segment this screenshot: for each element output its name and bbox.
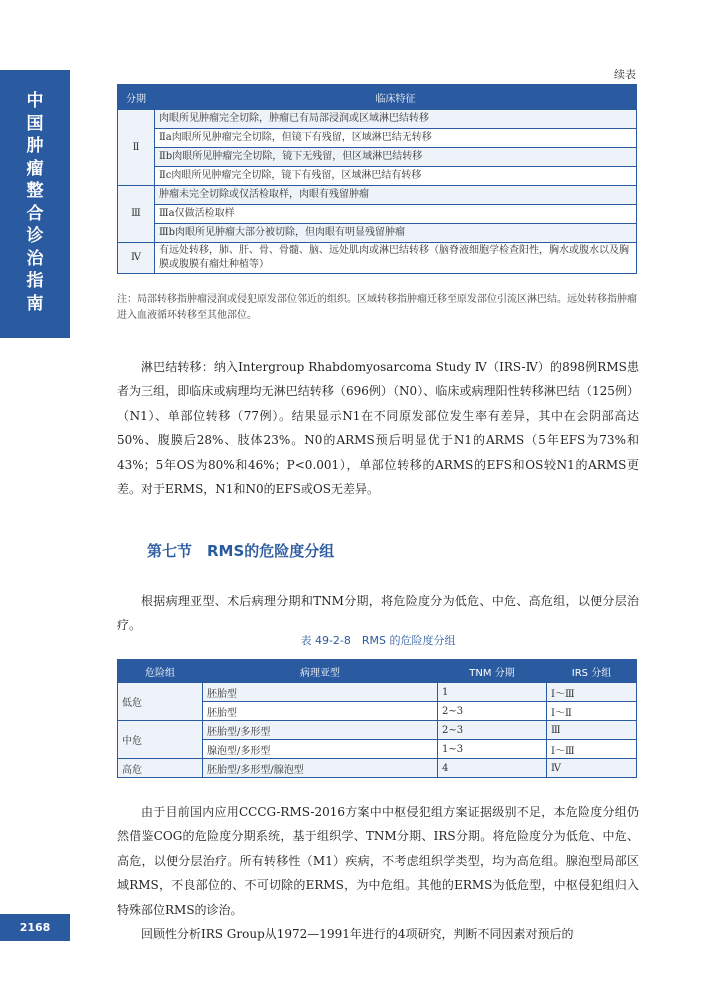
body-paragraph: 回顾性分析IRS Group从1972—1991年进行的4项研究，判断不同因素对预后的	[141, 927, 574, 941]
body-paragraph: 由于目前国内应用CCCG-RMS-2016方案中中枢侵犯组方案证据级别不足，本危险度分组仍然借鉴COG的危险度分期系统，基于组织学、TNM分期、IRS分期。将危险度分为低危、中危、高危，以便分层治疗。所有转移性（M1）疾病，不考虑组织学类型，均为高危组。腺泡型局部区域RMS，不良部位的、不可切除的ERMS，为中危组。其他的ERMS为低危型，中枢侵犯组归入特殊部位RMS的诊治。	[117, 805, 639, 917]
table-row	[118, 224, 637, 243]
table-caption: 表 49-2-8 RMS 的危险度分组	[300, 634, 456, 647]
header-stage: 分期	[118, 85, 155, 110]
table-row	[118, 243, 637, 274]
side-title-char: 诊	[26, 226, 44, 246]
side-title-char: 指	[26, 271, 44, 291]
header-tnm: TNM 分期	[438, 660, 547, 683]
header-pathology: 病理亚型	[203, 660, 438, 683]
side-title-char: 中	[26, 91, 44, 111]
table-row	[118, 683, 637, 702]
table-row	[118, 759, 637, 778]
header-feature: 临床特征	[155, 85, 637, 110]
tnm-cell: 4	[438, 759, 547, 778]
stage-cell: Ⅲ	[118, 186, 155, 243]
table-row	[118, 721, 637, 740]
side-title-char: 瘤	[26, 158, 44, 179]
tnm-cell: 2~3	[438, 721, 547, 740]
side-title	[0, 90, 70, 315]
pathology-cell: 胚胎型	[203, 702, 438, 721]
table-row	[118, 110, 637, 129]
irs-cell: Ⅰ～Ⅲ	[547, 683, 637, 702]
irs-cell: Ⅲ	[547, 721, 637, 740]
tnm-cell: 2~3	[438, 702, 547, 721]
tnm-cell: 1~3	[438, 740, 547, 759]
pathology-cell: 胚胎型/多形型/腺泡型	[203, 759, 438, 778]
staging-table	[117, 84, 637, 274]
irs-cell: Ⅰ～Ⅱ	[547, 702, 637, 721]
body-paragraph: 淋巴结转移：纳入Intergroup Rhabdomyosarcoma Study Ⅳ（IRS-Ⅳ）的898例RMS患者为三组，即临床或病理均无淋巴结转移（696例）（N0）、临床或病理阳性转移淋巴结（125例）（N1）、单部位转移（77例）。结果显示N1在不同原发部位发生率有差异，其中在会阴部高达50%、腹膜后28%、肢体23%。N0的ARMS预后明显优于N1的ARMS（5年EFS为73%和43%；5年OS为80%和46%；P<0.001），单部位转移的ARMS的EFS和OS较N1的ARMS更差。对于ERMS，N1和N0的EFS或OS无差异。	[117, 360, 639, 497]
stage-cell: Ⅱ	[118, 110, 155, 186]
tnm-cell: 1	[438, 683, 547, 702]
irs-cell: Ⅰ～Ⅲ	[547, 740, 637, 759]
body-paragraph: 根据病理亚型、术后病理分期和TNM分期，将危险度分为低危、中危、高危组，以便分层治疗。	[117, 594, 639, 633]
feature-cell: 肉眼所见肿瘤完全切除，肿瘤已有局部浸润或区域淋巴结转移	[155, 110, 637, 129]
side-title-char: 肿	[26, 136, 44, 156]
feature-cell: Ⅱb肉眼所见肿瘤完全切除，镜下无残留，但区域淋巴结转移	[155, 148, 637, 167]
irs-cell: Ⅳ	[547, 759, 637, 778]
risk-cell: 高危	[118, 759, 203, 778]
feature-cell: Ⅱa肉眼所见肿瘤完全切除，但镜下有残留，区域淋巴结无转移	[155, 129, 637, 148]
pathology-cell: 胚胎型	[203, 683, 438, 702]
feature-cell: Ⅱc肉眼所见肿瘤完全切除，镜下有残留，区域淋巴结有转移	[155, 167, 637, 186]
pathology-cell: 腺泡型/多形型	[203, 740, 438, 759]
side-title-char: 南	[26, 293, 44, 314]
feature-cell: Ⅲb肉眼所见肿瘤大部分被切除，但肉眼有明显残留肿瘤	[155, 224, 637, 243]
feature-cell: 肿瘤未完全切除或仅活检取样，肉眼有残留肿瘤	[155, 186, 637, 205]
risk-cell: 低危	[118, 683, 203, 721]
table-row	[118, 167, 637, 186]
pathology-cell: 胚胎型/多形型	[203, 721, 438, 740]
page-number: 2168	[0, 914, 70, 941]
feature-cell: Ⅲa仅做活检取样	[155, 205, 637, 224]
table-row	[118, 148, 637, 167]
section-heading: 第七节 RMS的危险度分组	[147, 542, 335, 560]
feature-cell: 有远处转移，肺、肝、骨、骨髓、脑、远处肌肉或淋巴结转移（脑脊液细胞学检查阳性，胸水或腹水以及胸膜或腹膜有瘤灶种植等）	[155, 243, 637, 274]
header-risk: 危险组	[118, 660, 203, 683]
side-title-char: 治	[26, 248, 44, 269]
table-note: 注：局部转移指肿瘤浸润或侵犯原发部位邻近的组织。区域转移指肿瘤迁移至原发部位引流区淋巴结。远处转移指肿瘤进入血液循环转移至其他部位。	[117, 294, 637, 321]
stage-cell: Ⅳ	[118, 243, 155, 274]
side-title-char: 合	[26, 203, 44, 224]
side-title-char: 整	[26, 181, 44, 201]
side-title-char: 国	[26, 113, 44, 134]
header-irs: IRS 分组	[547, 660, 637, 683]
risk-table	[117, 659, 637, 778]
table-row	[118, 129, 637, 148]
table-row	[118, 205, 637, 224]
risk-cell: 中危	[118, 721, 203, 759]
continued-label: 续表	[614, 68, 636, 81]
table-row	[118, 186, 637, 205]
